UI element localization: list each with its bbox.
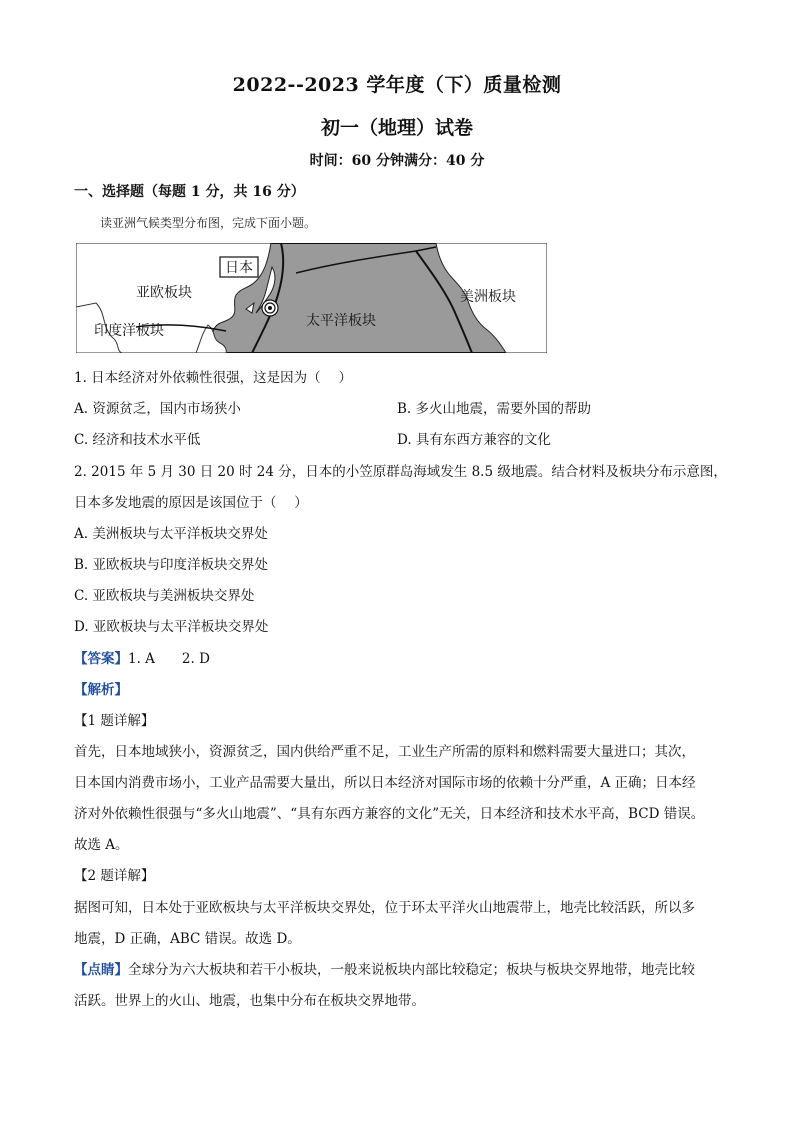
- q1-option-d: D. 具有东西方兼容的文化: [397, 432, 551, 448]
- q2-stem-line1: 2. 2015 年 5 月 30 日 20 时 24 分，日本的小笠原群岛海域发生 8.5 级地震。结合材料及板块分布示意图，: [74, 464, 727, 480]
- map-label-indian: 印度洋板块: [94, 323, 164, 339]
- tip-line2: 活跃。世界上的火山、地震，也集中分布在板块交界地带。: [74, 993, 425, 1009]
- tip-line1: [74, 960, 695, 980]
- map-label-pacific: 太平洋板块: [306, 313, 376, 329]
- exam-title: 2022--2023 学年度（下）质量检测: [232, 74, 562, 96]
- q2-option-d: D. 亚欧板块与太平洋板块交界处: [74, 619, 269, 635]
- detail1-line: 故选 A。: [74, 837, 129, 853]
- plate-map: [76, 243, 547, 353]
- q1-option-c: C. 经济和技术水平低: [74, 432, 201, 448]
- detail1-line: 日本国内消费市场小，工业产品需要大量出，所以日本经济对国际市场的依赖十分严重，A 正确；日本经: [74, 775, 696, 791]
- detail2-line: 地震，D 正确，ABC 错误。故选 D。: [74, 931, 301, 947]
- q2-stem-line2: 日本多发地震的原因是该国位于（ ）: [74, 495, 308, 511]
- q2-option-b: B. 亚欧板块与印度洋板块交界处: [74, 557, 269, 573]
- exam-subtitle: 初一（地理）试卷: [320, 117, 473, 139]
- q1-option-b: B. 多火山地震，需要外国的帮助: [397, 401, 592, 417]
- analysis-tag: 【解析】: [74, 682, 128, 698]
- detail2-line: 据图可知，日本处于亚欧板块与太平洋板块交界处，位于环太平洋火山地震带上，地壳比较活跃，所以多: [74, 900, 695, 916]
- map-label-japan: 日本: [225, 260, 253, 276]
- q1-stem: 1. 日本经济对外依赖性很强，这是因为（ ）: [74, 370, 352, 386]
- detail1-line: 首先，日本地域狭小，资源贫乏，国内供给严重不足，工业生产所需的原料和燃料需要大量进口；其次，: [74, 744, 695, 760]
- section-heading: 一、选择题（每题 1 分，共 16 分）: [74, 184, 305, 200]
- map-label-eurasia: 亚欧板块: [136, 285, 192, 301]
- q1-option-a: A. 资源贫乏，国内市场狭小: [74, 401, 241, 417]
- epicenter-icon: [262, 300, 278, 316]
- exam-meta: 时间：60 分钟满分：40 分: [309, 153, 485, 169]
- q2-option-a: A. 美洲板块与太平洋板块交界处: [74, 526, 268, 542]
- detail2-tag: 【2 题详解】: [74, 868, 155, 884]
- detail1-line: 济对外依赖性很强与“多火山地震”、“具有东西方兼容的文化”无关，日本经济和技术水平高，BCD 错误。: [74, 806, 705, 822]
- detail1-tag: 【1 题详解】: [74, 713, 155, 729]
- answer-text: 1. A 2. D: [128, 651, 210, 667]
- map-label-american: 美洲板块: [460, 289, 516, 305]
- section-intro: 读亚洲气候类型分布图，完成下面小题。: [100, 216, 317, 230]
- q2-option-c: C. 亚欧板块与美洲板块交界处: [74, 588, 255, 604]
- answer-line: [74, 649, 210, 669]
- answer-tag: 【答案】: [74, 651, 128, 667]
- tip-tag: 【点睛】: [74, 962, 128, 978]
- tip-text: 全球分为六大板块和若干小板块，一般来说板块内部比较稳定；板块与板块交界地带，地壳比较: [128, 962, 695, 978]
